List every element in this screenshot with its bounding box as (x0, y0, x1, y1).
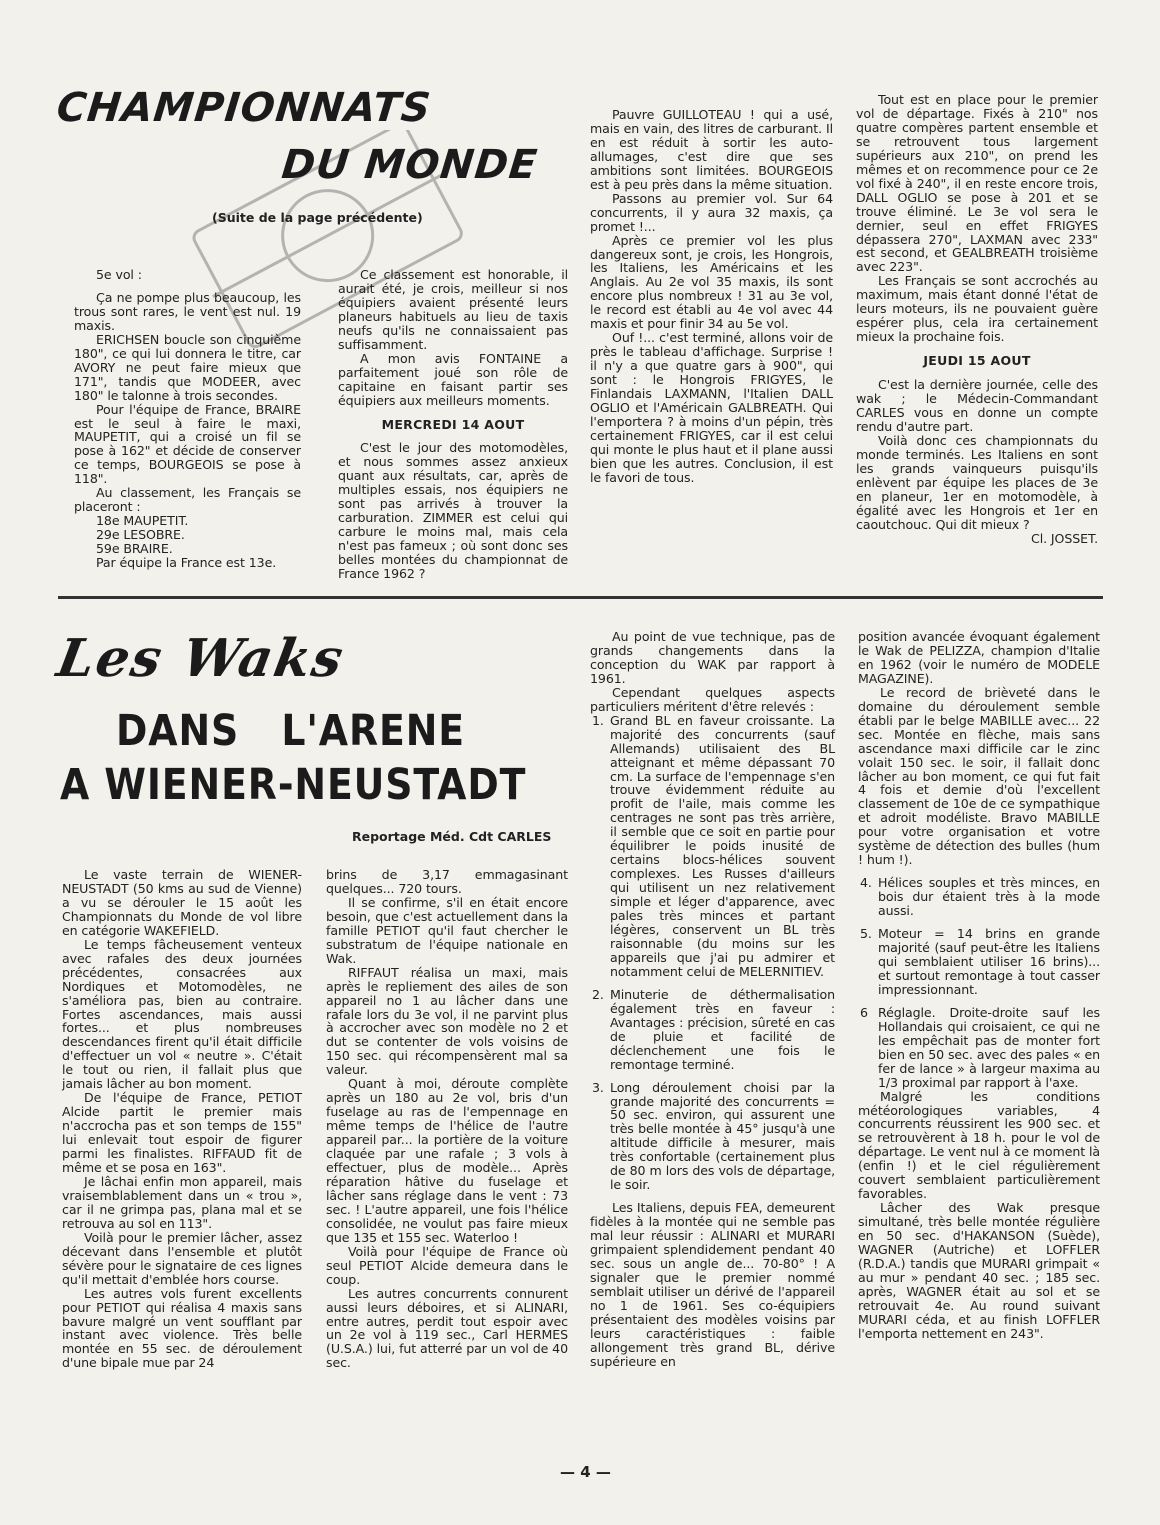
paragraph: Pour l'équipe de France, BRAIRE est le seul à faire le maxi, MAUPETIT, qui a croisé un fil se pose à 162" et décide de conserver ce temps, BOURGEOIS se pose à 118". (74, 401, 301, 487)
list-number: 5. (860, 926, 872, 942)
article1-column-3 (590, 108, 833, 485)
article2-title-line2: A WIENER-NEUSTADT (60, 760, 527, 810)
list-number: 2. (592, 986, 604, 1002)
list-number: 6 (860, 1004, 868, 1020)
paragraph: position avancée évoquant également le Wak de PELIZZA, champion d'Italie en 1962 (voir le numéro de MODELE MAGAZINE). (858, 629, 1100, 686)
list-item (590, 1081, 835, 1193)
list-number: 4. (860, 875, 872, 891)
paragraph: RIFFAUT réalisa un maxi, mais après le repliement des ailes de son appareil no 1 au lâcher dans une rafale lors du 3e vol, il ne parvint plus à accrocher avec son modèle no 2 et dut se contenter de vols voisins de 150 sec. qui récompensèrent mal sa valeur. (326, 964, 568, 1078)
paragraph: Malgré les conditions météorologiques variables, 4 concurrents réussirent les 900 sec. et se retrouvèrent à 18 h. pour le vol de départage. Le vent nul à ce moment là (enfin !) et le ciel régulièrement couvert semblaient particulièrement favorables. (858, 1088, 1100, 1202)
list-item (590, 714, 835, 979)
paragraph: brins de 3,17 emmagasinant quelques... 720 tours. (326, 867, 568, 896)
ranking-line: 29e LESOBRE. (96, 527, 185, 543)
paragraph: Cependant quelques aspects particuliers méritent d'être relevés : (590, 684, 835, 714)
paragraph: ERICHSEN boucle son cinquième 180", ce qui lui donnera le titre, car AVORY ne peut faire mieux que 171", tandis que MODEER, avec 180" le talonne à trois secondes. (74, 331, 301, 403)
list-text: Moteur = 14 brins en grande majorité (sauf peut-être les Italiens qui semblaient utiliser 16 brins)... et surtout remontage à tout casser impressionnant. (878, 926, 1100, 997)
list-item (858, 927, 1100, 997)
paragraph: Le temps fâcheusement venteux avec rafales des deux journées précédentes, consacrées aux Nordiques et Motomodèles, ne s'améliora pas, bien au contraire. Fortes ascendances, mais aussi fortes... et plus nombreuses descendances firent qu'il était difficile d'effectuer un vol « neutre ». C'était le tout ou rien, il fallait plus que jamais lâcher au bon moment. (62, 936, 302, 1092)
article1-column-1 (74, 268, 301, 570)
list-item (590, 988, 835, 1072)
article1-title-line1: CHAMPIONNATS (54, 85, 434, 131)
section-divider (58, 596, 1103, 599)
paragraph: Pauvre GUILLOTEAU ! qui a usé, mais en vain, des litres de carburant. Il en est réduit à sortir les auto-allumages, c'est dire que ses ambitions sont limitées. BOURGEOIS est à peu près dans la même situation. (590, 107, 833, 192)
paragraph: Les Italiens, depuis FEA, demeurent fidèles à la montée qui ne semble pas mal leur réussir : ALINARI et MURARI grimpaient splendidement pendant 40 sec. sous un angle de... 70-80° ! A signaler que le premier nommé semblait utiliser un dérivé de l'appareil no 1 de 1961. Ses co-équipiers présentaient des modèles voisins par leurs caractéristiques : faible allongement très grand BL, dérive supérieure en (590, 1200, 835, 1369)
list-item (858, 1006, 1100, 1090)
author-signature: Cl. JOSSET. (1031, 530, 1098, 546)
day-heading: MERCREDI 14 AOUT (381, 416, 525, 432)
ranking-line: 59e BRAIRE. (96, 541, 173, 557)
paragraph: Après ce premier vol les plus dangereux sont, je crois, les Hongrois, les Italiens, les Américains et les Anglais. Au 2e vol 35 maxis, ils sont encore plus nombreux ! 31 au 3e vol, le record est établi au 4e vol avec 44 maxis et pour finir 34 au 5e vol. (590, 232, 833, 332)
ranking-line: 18e MAUPETIT. (96, 513, 189, 529)
paragraph: Quant à moi, déroute complète après un 180 au 2e vol, bris d'un fuselage au ras de l'empennage en même temps de l'hélice de l'autre appareil par... la portière de la voiture claquée par une rafale ; 3 vols à effectuer, plus de modèle... Après réparation hâtive du fuselage et lâcher sans réglage dans le vent : 73 sec. ! L'autre appareil, une fois l'hélice consolidée, ne voulut pas faire mieux que 135 et 155 sec. Waterloo ! (326, 1076, 568, 1245)
paragraph: Je lâchai enfin mon appareil, mais vraisemblablement dans un « trou », car il ne grimpa pas, plana mal et se retrouva au sol en 113". (62, 1173, 302, 1231)
article1-column-4 (856, 93, 1098, 546)
paragraph: Les Français se sont accrochés au maximum, mais étant donné l'état de leurs moteurs, ils ne pouvaient guère espérer plus, cela ira certainement mieux la prochaine fois. (856, 273, 1098, 345)
list-text: Minuterie de déthermalisation également très en faveur : Avantages : précision, sûreté en cas de pluie et facilité de déclenchement une fois le remontage terminé. (610, 986, 835, 1072)
paragraph: Au classement, les Français se placeront : (74, 485, 301, 515)
paragraph: Le record de brièveté dans le domaine du déroulement semble établi par le belge MABILLE avec... 22 sec. Montée en flèche, mais sans ascendance maxi difficile car le zinc volait 150 sec. le soir, il fallait donc lâcher au bon moment, ce qui fut fait 4 fois et demie d'où l'excellent classement de 10e de ce sympathique et adroit modéliste. Bravo MABILLE pour votre organisation et votre système de détection des bulles (hum ! hum !). (858, 684, 1100, 868)
paragraph: Ouf !... c'est terminé, allons voir de près le tableau d'affichage. Surprise ! il n'y a que quatre gars à 900", qui sont : le Hongrois FRIGYES, le Finlandais LAXMANN, l'Italien DALL OGLIO et l'Américain GALBREATH. Qui l'emportera ? à moins d'un pépin, très certainement FRIGYES, car il est celui qui monte le plus haut et il plane aussi bien que les autres. Conclusion, il est le favori de tous. (590, 330, 833, 485)
article1-title-line2: DU MONDE (279, 142, 540, 188)
article2-column-4 (858, 630, 1100, 1341)
paragraph: Voilà donc ces championnats du monde terminés. Les Italiens en sont les grands vainqueurs puisqu'ils enlèvent par équipe les places de 3e en planeur, 1er en motomodèle, à égalité avec les Hongrois et 1er en caoutchouc. Qui dit mieux ? (856, 432, 1098, 532)
list-text: Grand BL en faveur croissante. La majorité des concurrents (sauf Allemands) utilisaient des BL atteignant et même dépassant 70 cm. La surface de l'empennage s'en trouve évidemment réduite au profit de l'aile, mais comme les centrages ne sont pas très arrière, il semble que ce soit en partie pour équilibrer le poids inusité de certains blocs-hélices souvent complexes. Les Russes d'ailleurs qui utilisent un nez relativement simple et léger d'apparence, avec pales très minces et partant légères, conservent un BL très raisonnable (du moins sur les appareils que j'ai pu admirer et notamment celui de MELERNITIEV. (610, 712, 835, 979)
paragraph: Les autres concurrents connurent aussi leurs déboires, et si ALINARI, entre autres, perdit tout espoir avec un 2e vol à 119 sec., Carl HERMES (U.S.A.) lui, fut atterré par un vol de 40 sec. (326, 1285, 568, 1371)
paragraph: Il se confirme, s'il en était encore besoin, que c'est actuellement dans la famille PETIOT qu'il faut chercher le substratum de l'équipe nationale en Wak. (326, 894, 568, 966)
list-number: 3. (592, 1079, 604, 1095)
article2-title-line1: DANS L'ARENE (116, 706, 466, 756)
list-text: Long déroulement choisi par la grande majorité des concurrents = 50 sec. environ, qui assurent une très belle montée à 45° jusqu'à une altitude difficile à mesurer, mais très confortable (certainement plus de 80 m lors des vols de départage, le soir. (610, 1079, 835, 1193)
continued-note: (Suite de la page précédente) (212, 210, 423, 225)
paragraph: Les autres vols furent excellents pour PETIOT qui réalisa 4 maxis sans bavure malgré un vent soufflant par instant avec violence. Très belle montée en 55 sec. de déroulement d'une bipale mue par 24 (62, 1285, 302, 1371)
paragraph: Lâcher des Wak presque simultané, très belle montée régulière en 50 sec. d'HAKANSON (Suède), WAGNER (Autriche) et LOFFLER (R.D.A.) tandis que MURARI grimpait « au mur » pendant 40 sec. ; 185 sec. après, WAGNER était au sol et se retrouvait 4e. Au round suivant MURARI céda, et au finish LOFFLER l'emporta nettement en 243". (858, 1200, 1100, 1341)
paragraph: Voilà pour le premier lâcher, assez décevant dans l'ensemble et plutôt sévère pour le signataire de ces lignes qu'il mettait d'emblée hors course. (62, 1229, 302, 1287)
article2-column-2 (326, 868, 568, 1370)
list-text: Réglagle. Droite-droite sauf les Hollandais qui croisaient, ce qui ne les empêchait pas de monter fort bien en 50 sec. avec des pales « en fer de lance » à largeur maxima au 1/3 proximal par rapport à l'axe. (878, 1004, 1100, 1090)
paragraph: Ça ne pompe plus beaucoup, les trous sont rares, le vent est nul. 19 maxis. (74, 289, 301, 333)
paragraph: C'est la dernière journée, celle des wak ; le Médecin-Commandant CARLES vous en donne un compte rendu d'autre part. (856, 377, 1098, 434)
paragraph: Voilà pour l'équipe de France où seul PETIOT Alcide demeura dans le coup. (326, 1243, 568, 1287)
list-number: 1. (592, 712, 604, 728)
paragraph: Le vaste terrain de WIENER-NEUSTADT (50 kms au sud de Vienne) a vu se dérouler le 15 août les Championnats du Monde de vol libre en catégorie WAKEFIELD. (62, 867, 302, 938)
list-text: Hélices souples et très minces, en bois dur étaient très à la mode aussi. (878, 875, 1100, 919)
paragraph: C'est le jour des motomodèles, et nous sommes assez anxieux quant aux résultats, car, après de multiples essais, nos équipiers ne sont pas arrivés à trouver la carburation. ZIMMER est celui qui carbure le moins mal, mais cela n'est pas fameux ; où sont donc ses belles montées du championnat de France 1962 ? (338, 440, 568, 582)
paragraph: 5e vol : (96, 267, 142, 282)
article2-column-1 (62, 868, 302, 1370)
article1-column-2 (338, 268, 568, 581)
paragraph: Ce classement est honorable, il aurait été, je crois, meilleur si nos équipiers avaient présenté leurs planeurs habituels au lieu de taxis neufs qu'ils ne connaissaient pas suffisamment. (338, 267, 568, 352)
article2-byline: Reportage Méd. Cdt CARLES (352, 829, 552, 844)
day-heading: JEUDI 15 AOUT (923, 353, 1031, 369)
article2-kicker: Les Waks (52, 628, 350, 689)
paragraph: Au point de vue technique, pas de grands changements dans la conception du WAK par rapport à 1961. (590, 629, 835, 686)
list-item (858, 876, 1100, 918)
paragraph: A mon avis FONTAINE a parfaitement joué son rôle de capitaine en faisant partir ses équipiers aux meilleurs moments. (338, 350, 568, 408)
paragraph: Par équipe la France est 13e. (96, 555, 277, 571)
article2-column-3 (590, 630, 835, 1369)
page-number: — 4 — (560, 1463, 611, 1481)
paragraph: Tout est en place pour le premier vol de départage. Fixés à 210" nos quatre compères partent ensemble et se retrouvent tous largement supérieurs aux 210", on prend les mêmes et on recommence pour ce 2e vol fixé à 240", il en reste encore trois, DALL OGLIO se pose à 201 et se trouve éliminé. Le 3e vol sera le dernier, seul en effet FRIGYES dépassera 270", LAXMAN avec 233" est second, et GEALBREATH troisième avec 223". (856, 92, 1098, 275)
paragraph: Passons au premier vol. Sur 64 concurrents, il y aura 32 maxis, ça promet !... (590, 190, 833, 234)
paragraph: De l'équipe de France, PETIOT Alcide partit le premier mais n'accrocha pas et son temps de 155" lui enlevait tout espoir de figurer parmi les finalistes. RIFFAUD fit de même et se posa en 163". (62, 1090, 302, 1176)
